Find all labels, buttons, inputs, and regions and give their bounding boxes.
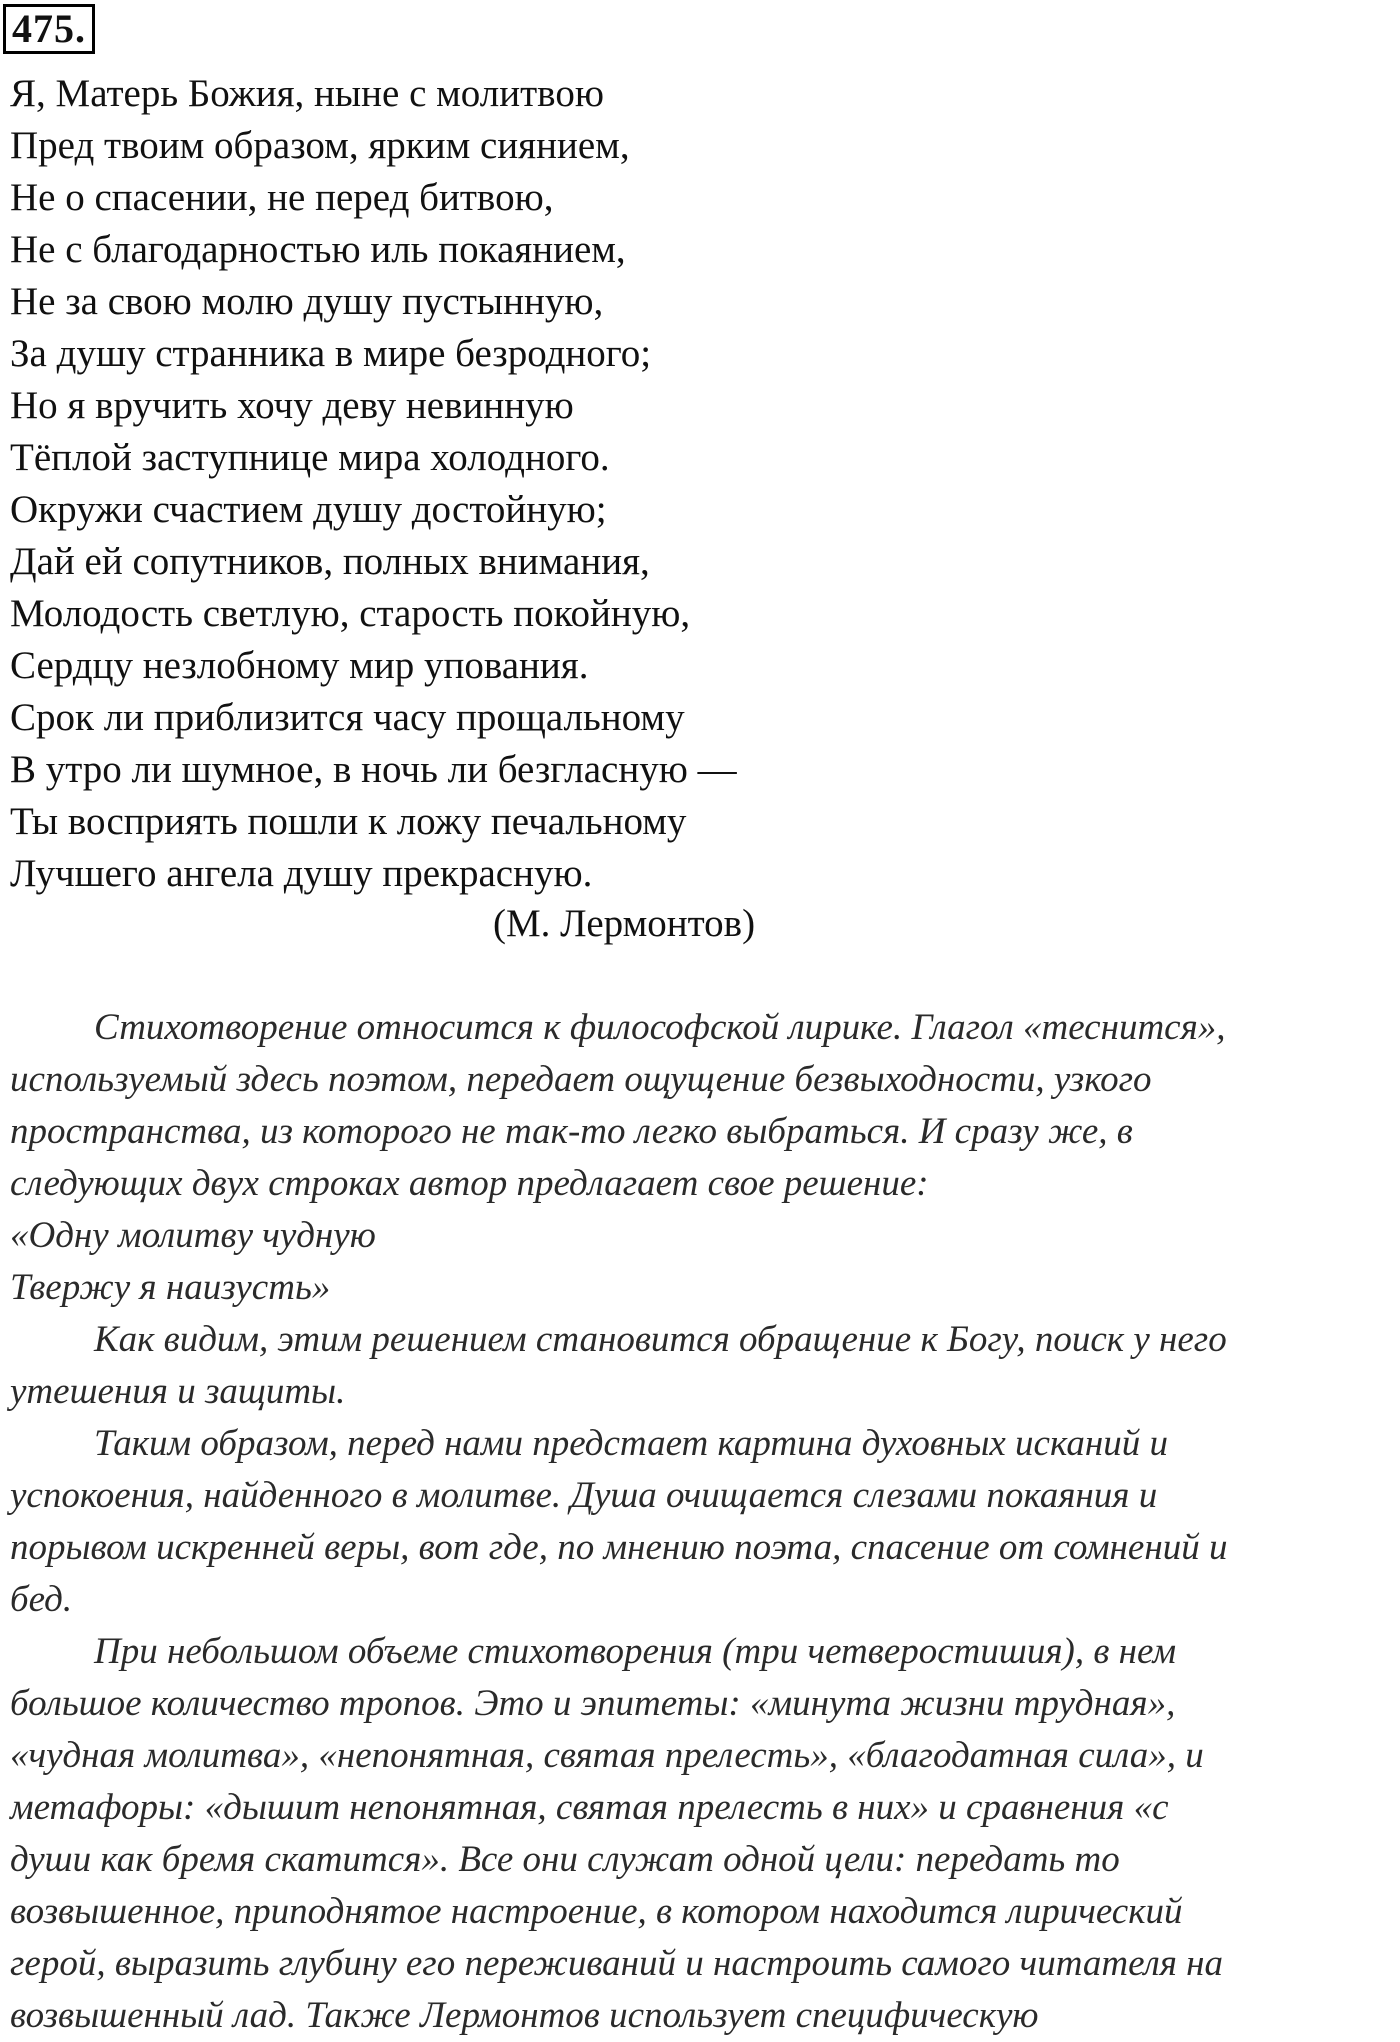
poem-line: Ты восприять пошли к ложу печальному: [10, 800, 687, 843]
poem-line: Молодость светлую, старость покойную,: [10, 592, 691, 635]
poem-line: Не о спасении, не перед битвою,: [10, 176, 554, 219]
analysis-line: возвышенный лад. Также Лермонтов использует специфическую: [10, 1995, 1039, 2036]
poem: [10, 68, 1390, 900]
analysis-line: большое количество тропов. Это и эпитеты: «минута жизни трудная»,: [10, 1683, 1176, 1724]
analysis-line: Как видим, этим решением становится обращение к Богу, поиск у него: [94, 1319, 1227, 1360]
analysis-line: Таким образом, перед нами предстает картина духовных исканий и: [94, 1423, 1168, 1464]
analysis-line: утешения и защиты.: [10, 1371, 346, 1412]
exercise-number: 475.: [3, 4, 95, 54]
analysis-line: При небольшом объеме стихотворения (три четверостишия), в нем: [94, 1631, 1177, 1672]
analysis-line: души как бремя скатится». Все они служат одной цели: передать то: [10, 1839, 1120, 1880]
analysis-line: используемый здесь поэтом, передает ощущение безвыходности, узкого: [10, 1059, 1152, 1100]
poem-line: Но я вручить хочу деву невинную: [10, 384, 574, 427]
poem-line: За душу странника в мире безродного;: [10, 332, 652, 375]
poem-line: Не за свою молю душу пустынную,: [10, 280, 604, 323]
analysis-line: бед.: [10, 1579, 73, 1620]
analysis-text: [10, 1002, 1390, 2042]
analysis-line: «Одну молитву чудную: [10, 1215, 376, 1256]
analysis-line: пространства, из которого не так-то легко выбраться. И сразу же, в: [10, 1111, 1133, 1152]
analysis-line: «чудная молитва», «непонятная, святая прелесть», «благодатная сила», и: [10, 1735, 1204, 1776]
poem-line: Лучшего ангела душу прекрасную.: [10, 852, 593, 895]
poem-line: Срок ли приблизится часу прощальному: [10, 696, 685, 739]
analysis-line: Стихотворение относится к философской лирике. Глагол «теснится»,: [94, 1007, 1226, 1048]
poem-line: Тёплой заступнице мира холодного.: [10, 436, 610, 479]
poem-line: Не с благодарностью иль покаянием,: [10, 228, 626, 271]
poem-line: Окружи счастием душу достойную;: [10, 488, 607, 531]
analysis-line: метафоры: «дышит непонятная, святая прелесть в них» и сравнения «с: [10, 1787, 1169, 1828]
analysis-line: следующих двух строках автор предлагает свое решение:: [10, 1163, 929, 1204]
analysis-line: порывом искренней веры, вот где, по мнению поэта, спасение от сомнений и: [10, 1527, 1228, 1568]
analysis-line: возвышенное, приподнятое настроение, в котором находится лирический: [10, 1891, 1183, 1932]
analysis-line: успокоения, найденного в молитве. Душа очищается слезами покаяния и: [10, 1475, 1158, 1516]
analysis-line: Твержу я наизусть»: [10, 1267, 331, 1308]
poem-attribution: (М. Лермонтов): [493, 902, 756, 945]
analysis-line: герой, выразить глубину его переживаний и настроить самого читателя на: [10, 1943, 1224, 1984]
poem-line: Сердцу незлобному мир упования.: [10, 644, 589, 687]
poem-line: Пред твоим образом, ярким сиянием,: [10, 124, 630, 167]
poem-line: Я, Матерь Божия, ныне с молитвою: [10, 72, 604, 115]
poem-line: Дай ей сопутников, полных внимания,: [10, 540, 650, 583]
poem-line: В утро ли шумное, в ночь ли безгласную —: [10, 748, 737, 791]
